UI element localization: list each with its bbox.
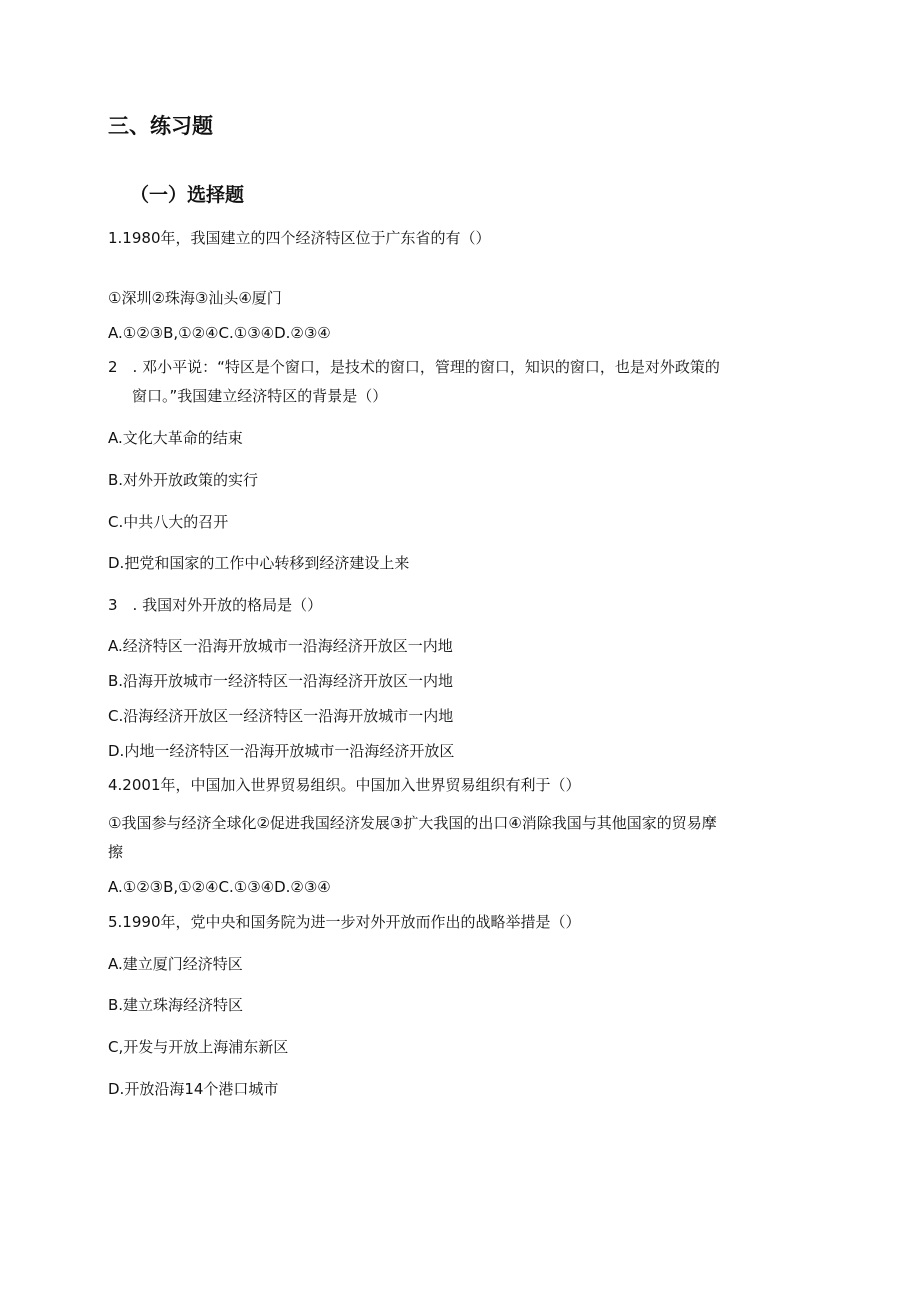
question-3-option-c: C.沿海经济开放区一经济特区一沿海开放城市一内地 [108,707,454,725]
question-5-option-d: D.开放沿海14个港口城市 [108,1080,279,1098]
question-2-stem-line-2: 窗口。”我国建立经济特区的背景是（） [132,387,388,405]
question-4-options: A.①②③B,①②④C.①③④D.②③④ [108,878,331,896]
question-2-option-b: B.对外开放政策的实行 [108,471,259,489]
question-1-items: ①深圳②珠海③汕头④厦门 [108,289,282,307]
subsection-title: （一）选择题 [130,184,245,206]
question-5-stem: 5.1990年，党中央和国务院为进一步对外开放而作出的战略举措是（） [108,913,581,931]
question-5-option-b: B.建立珠海经济特区 [108,996,244,1014]
question-4-items-line-1: ①我国参与经济全球化②促进我国经济发展③扩大我国的出口④消除我国与其他国家的贸易摩 [108,814,717,832]
section-title: 三、练习题 [108,114,213,138]
question-4-items-line-2: 擦 [108,843,124,861]
question-3-stem: 3 . 我国对外开放的格局是（） [108,596,323,614]
question-2-option-a: A.文化大革命的结束 [108,429,243,447]
question-3-option-b: B.沿海开放城市一经济特区一沿海经济开放区一内地 [108,672,454,690]
question-1-stem: 1.1980年，我国建立的四个经济特区位于广东省的有（） [108,229,491,247]
question-3-option-a: A.经济特区一沿海开放城市一沿海经济开放区一内地 [108,637,453,655]
question-4-stem: 4.2001年，中国加入世界贸易组织。中国加入世界贸易组织有利于（） [108,776,581,794]
question-2-option-d: D.把党和国家的工作中心转移到经济建设上来 [108,554,410,572]
question-3-option-d: D.内地一经济特区一沿海开放城市一沿海经济开放区 [108,742,455,760]
question-5-option-c: C,开发与开放上海浦东新区 [108,1038,289,1056]
question-2-option-c: C.中共八大的召开 [108,513,229,531]
question-5-option-a: A.建立厦门经济特区 [108,955,243,973]
question-1-options: A.①②③B,①②④C.①③④D.②③④ [108,324,331,342]
question-2-stem-line-1: 2 . 邓小平说：“特区是个窗口，是技术的窗口，管理的窗口，知识的窗口，也是对外政策的 [108,358,720,376]
